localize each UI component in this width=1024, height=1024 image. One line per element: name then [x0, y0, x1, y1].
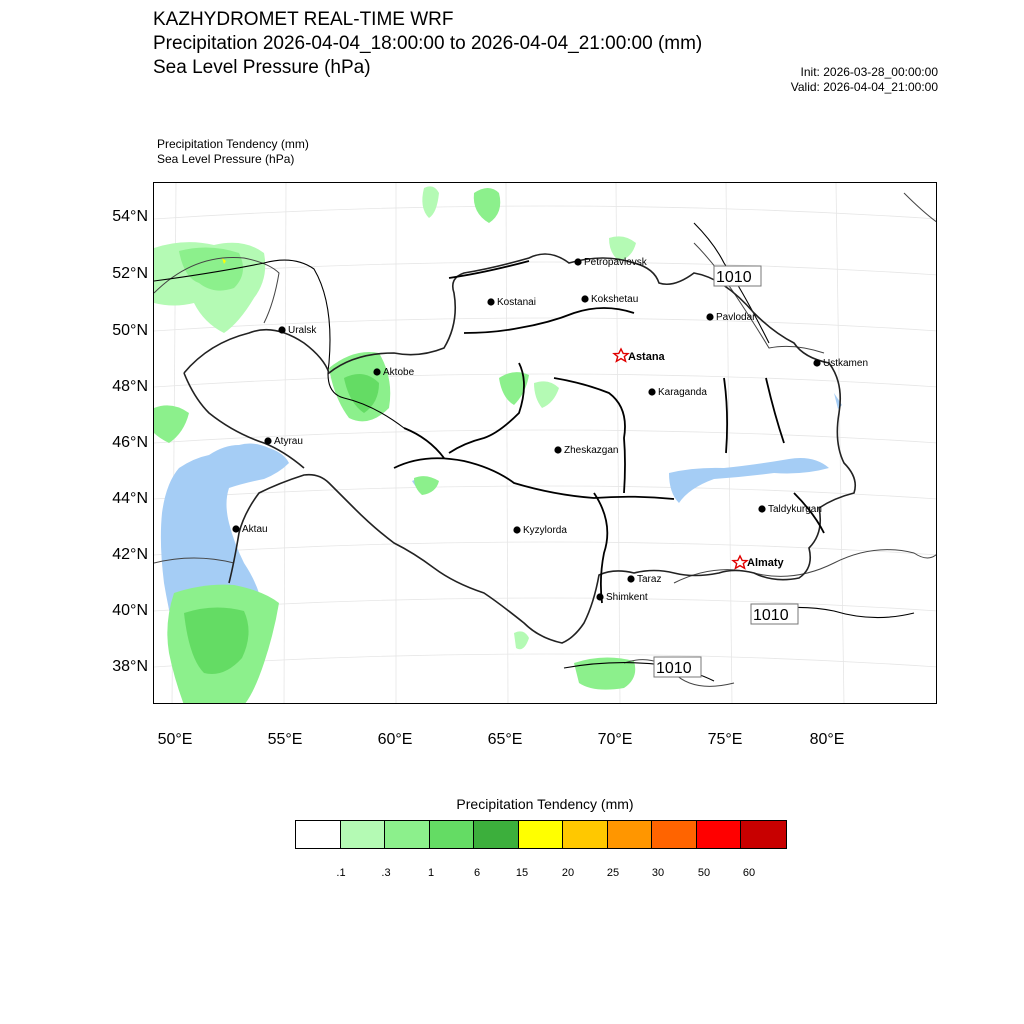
city-almaty [733, 556, 785, 569]
city-astana [614, 349, 666, 363]
colorbar-box-7 [608, 821, 653, 848]
lon-label: 70°E [597, 731, 633, 748]
lat-label: 40°N [112, 602, 148, 619]
map-canvas [154, 183, 937, 704]
colorbar-tick-label: .3 [381, 867, 391, 879]
city-label-shimkent: Shimkent [606, 592, 648, 603]
lon-label: 80°E [809, 731, 845, 748]
colorbar-box-6 [563, 821, 608, 848]
lat-label: 42°N [112, 546, 148, 563]
city-label-taldykurgan: Taldykurgan [768, 504, 822, 515]
city-label-kostanai: Kostanai [497, 297, 536, 308]
lon-label: 65°E [487, 731, 523, 748]
lat-label: 48°N [112, 378, 148, 395]
colorbar-tick-label: .1 [336, 867, 346, 879]
colorbar-box-4 [474, 821, 519, 848]
lat-label: 44°N [112, 490, 148, 507]
city-pavlodar [706, 312, 756, 323]
field-label-slp: Sea Level Pressure (hPa) [157, 152, 295, 166]
slp-title: Sea Level Pressure (hPa) [153, 57, 371, 78]
precip-period-title: Precipitation 2026-04-04_18:00:00 to 2026-04-04_21:00:00 (mm) [153, 33, 703, 54]
lon-label: 55°E [267, 731, 303, 748]
city-label-zheskazgan: Zheskazgan [564, 445, 619, 456]
city-label-kyzylorda: Kyzylorda [523, 525, 567, 536]
lat-label: 46°N [112, 434, 148, 451]
city-label-atyrau: Atyrau [274, 436, 303, 447]
city-karaganda [648, 387, 707, 398]
colorbar-tick-label: 50 [697, 867, 711, 879]
city-aktau [232, 524, 267, 535]
colorbar-tick-label: 30 [651, 867, 665, 879]
city-taldykurgan [758, 504, 822, 515]
colorbar [295, 820, 787, 849]
city-kostanai [487, 297, 536, 308]
isobar-label-1010: 1010 [753, 607, 789, 624]
city-label-ustkamen: Ustkamen [823, 358, 869, 369]
city-label-pavlodar: Pavlodar [716, 312, 756, 323]
lon-label: 50°E [157, 731, 193, 748]
colorbar-box-1 [341, 821, 386, 848]
colorbar-tick-label: 60 [742, 867, 756, 879]
init-time: Init: 2026-03-28_00:00:00 [800, 65, 938, 79]
city-label-uralsk: Uralsk [288, 325, 317, 336]
valid-time: Valid: 2026-04-04_21:00:00 [790, 80, 938, 94]
colorbar-box-3 [430, 821, 475, 848]
lat-label: 38°N [112, 658, 148, 675]
capital-star-icon [614, 349, 628, 361]
lat-label: 54°N [112, 208, 148, 225]
city-label-karaganda: Karaganda [658, 387, 707, 398]
city-label-almaty: Almaty [747, 557, 784, 569]
colorbar-tick-label: 20 [561, 867, 575, 879]
colorbar-box-2 [385, 821, 430, 848]
colorbar-box-5 [519, 821, 564, 848]
isobar-label-1010: 1010 [716, 269, 752, 286]
chart-title: KAZHYDROMET REAL-TIME WRF [153, 9, 454, 30]
colorbar-box-0 [296, 821, 341, 848]
city-zheskazgan [554, 445, 618, 456]
colorbar-tick-label: 25 [606, 867, 620, 879]
city-ustkamen [813, 358, 868, 369]
colorbar-tick-label: 15 [515, 867, 529, 879]
city-kokshetau [581, 294, 638, 305]
lon-label: 75°E [707, 731, 743, 748]
colorbar-box-8 [652, 821, 697, 848]
lon-label: 60°E [377, 731, 413, 748]
city-kyzylorda [513, 525, 567, 536]
city-label-aktau: Aktau [242, 524, 268, 535]
city-taraz [627, 574, 661, 585]
colorbar-box-9 [697, 821, 742, 848]
city-petropavlovsk [574, 257, 647, 268]
lat-label: 50°N [112, 322, 148, 339]
lat-label: 52°N [112, 265, 148, 282]
city-shimkent [596, 592, 648, 603]
colorbar-tick-label: 1 [427, 867, 435, 879]
city-label-taraz: Taraz [637, 574, 662, 585]
colorbar-tick-label: 6 [473, 867, 481, 879]
city-uralsk [278, 325, 317, 336]
map-panel [153, 182, 937, 704]
field-label-precip: Precipitation Tendency (mm) [157, 137, 309, 151]
isobar-label-1010: 1010 [656, 660, 692, 677]
colorbar-box-10 [741, 821, 786, 848]
capital-star-icon [733, 556, 747, 568]
region-boundaries [394, 261, 824, 603]
city-label-kokshetau: Kokshetau [591, 294, 639, 305]
colorbar-title: Precipitation Tendency (mm) [456, 796, 634, 812]
city-label-astana: Astana [628, 351, 665, 363]
city-label-petropavlovsk: Petropavlovsk [584, 257, 647, 268]
city-label-aktobe: Aktobe [383, 367, 415, 378]
